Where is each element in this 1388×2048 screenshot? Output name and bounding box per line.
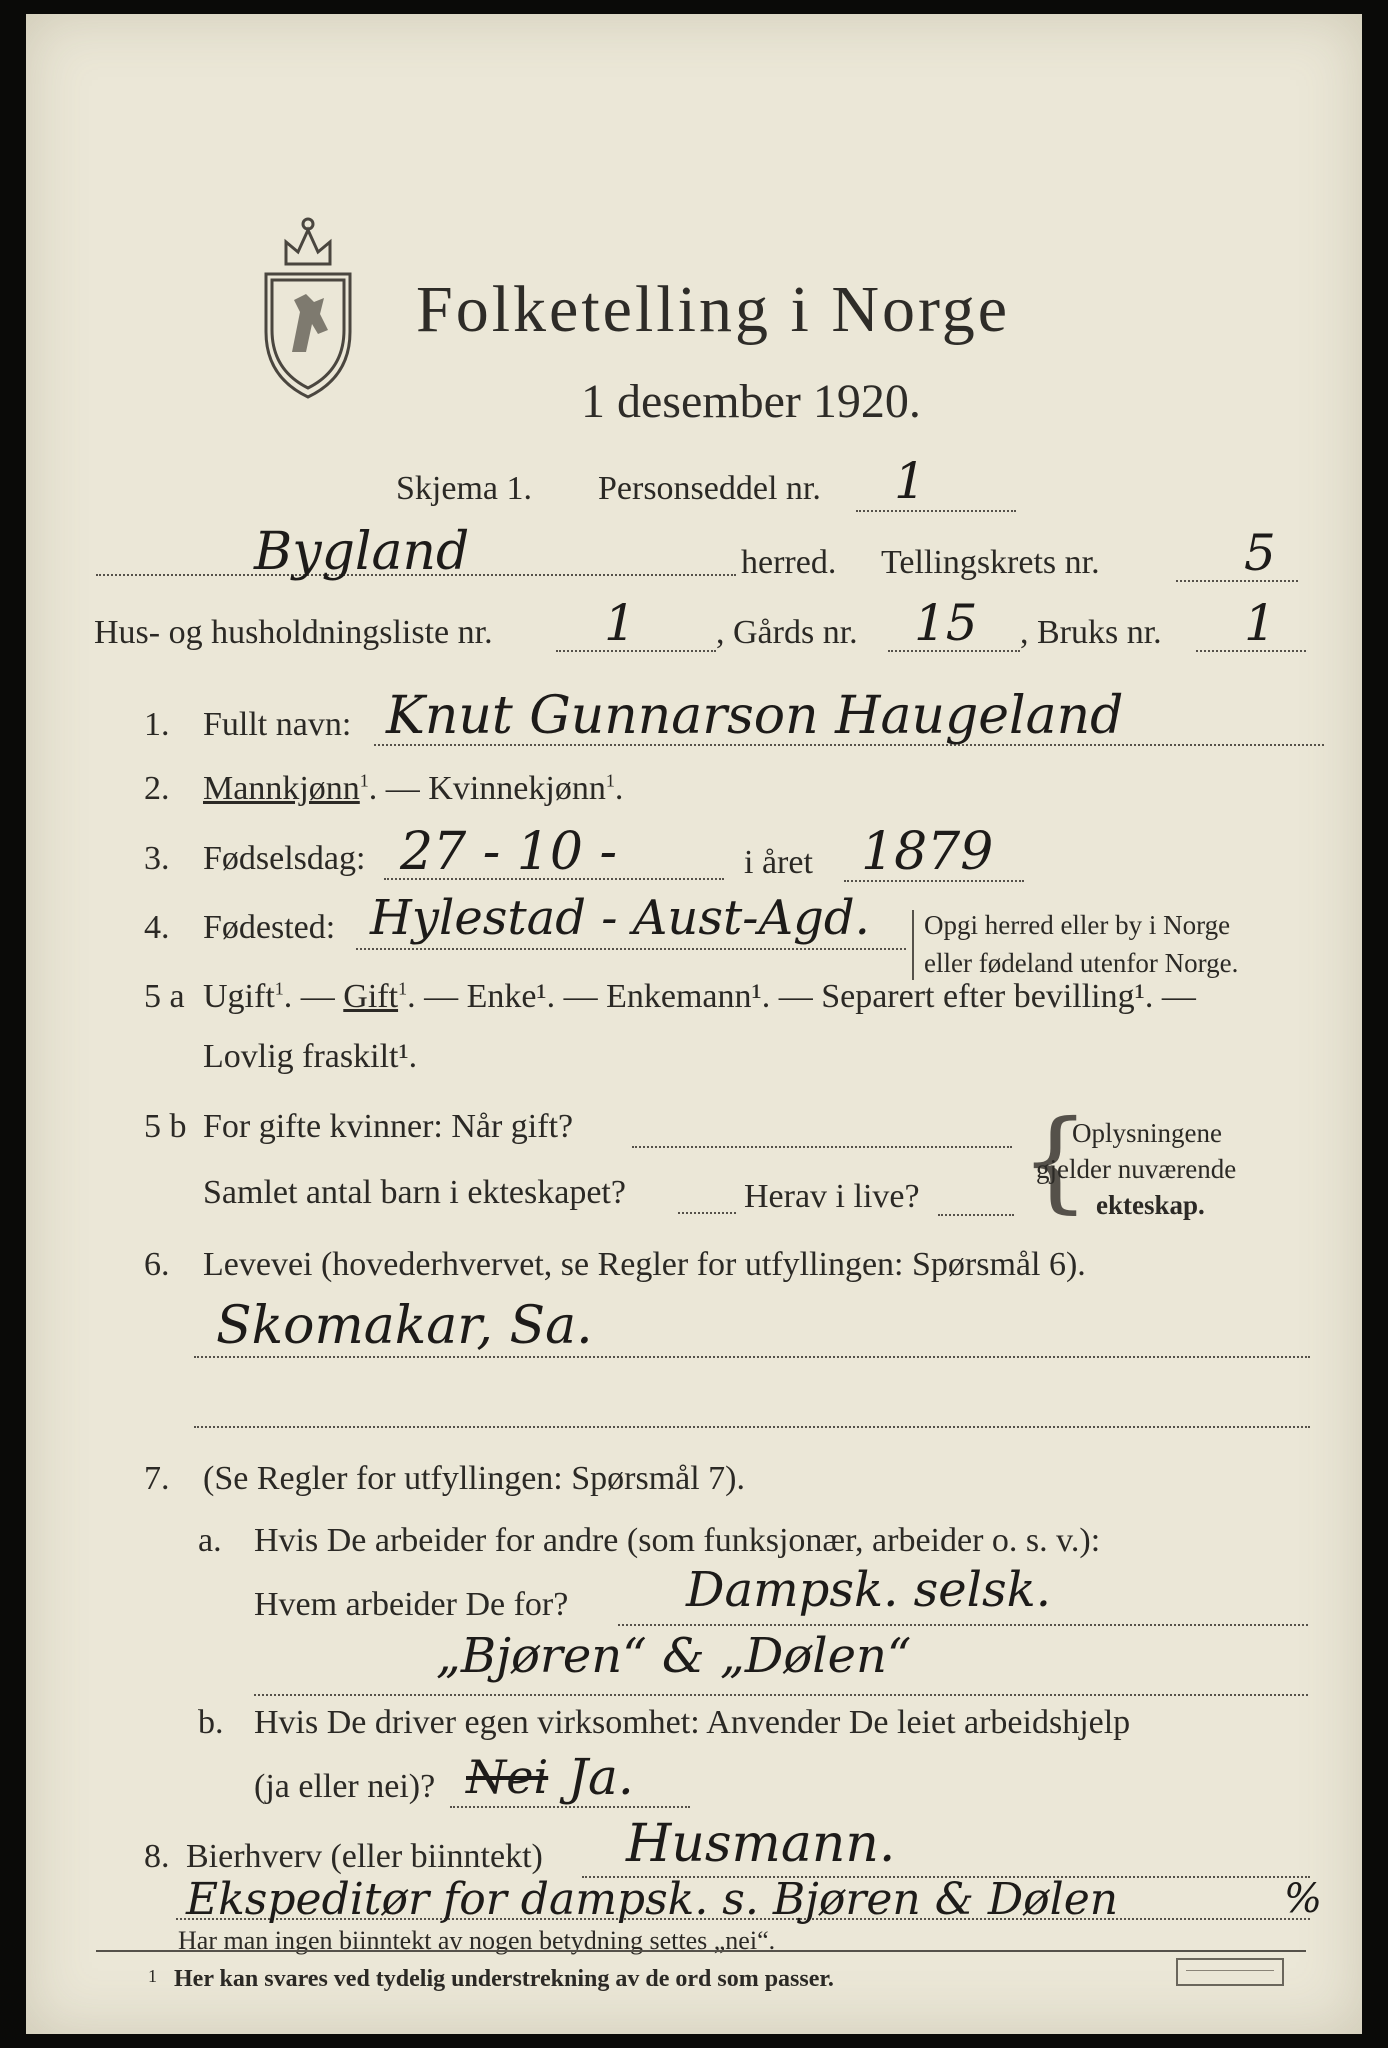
female-option[interactable]: Kvinnekjønn [428,770,606,807]
q3-label: Fødselsdag: [203,840,366,877]
footnote-rule [96,1950,1306,1952]
ugift-option[interactable]: Ugift [203,978,275,1015]
self-employed-answer[interactable]: Ja. [568,1748,634,1806]
q6-label: Levevei (hovederhvervet, se Regler for utfyllingen: Spørsmål 6). [203,1246,1086,1283]
q1-label: Fullt navn: [203,706,352,743]
tellingskrets-label: Tellingskrets nr. [881,544,1100,581]
personseddel-label: Personseddel nr. [598,470,821,507]
tellingskrets-line [1176,580,1298,582]
gards-label: , Gårds nr. [716,614,858,651]
male-option-underlined[interactable]: Mannkjønn [203,770,360,807]
husliste-label: Hus- og husholdningsliste nr. [94,614,493,651]
occupation-value[interactable]: Skomakar, Sa. [216,1296,593,1356]
side-income-value1[interactable]: Husmann. [626,1814,896,1874]
q5b-children-line [678,1212,736,1214]
q4-note-brace [912,910,914,980]
q7b-line [450,1806,690,1808]
q5b-herav-label: Herav i live? [744,1178,920,1215]
q5b-note3: ekteskap. [1096,1190,1205,1220]
personseddel-line [856,510,1016,512]
q7b-line1: Hvis De driver egen virksomhet: Anvender De leiet arbeidshjelp [254,1704,1131,1741]
q5a-options: Ugift$^1$. — Gift$^1$. — Enke¹. — Enkemann¹. — Separert efter bevilling¹. — [203,978,1196,1015]
q7a-line-employer1 [618,1624,1308,1626]
q5b-line1-dots [632,1146,1012,1148]
herred-label: herred. [741,544,837,581]
q6-line1 [194,1356,1310,1358]
struck-answer[interactable]: Nei [466,1750,549,1804]
form-title: Folketelling i Norge [416,273,1011,346]
q5b-brace: { [1020,1096,1090,1224]
skjema-label: Skjema 1. [396,470,532,507]
q4-number: 4. [144,909,170,946]
gift-option-underlined[interactable]: Gift [343,978,399,1015]
q2-separator: . — [368,770,429,807]
q3-year-label: i året [744,844,813,881]
bruks-label: , Bruks nr. [1020,614,1162,651]
q5a-number: 5 a [144,978,185,1015]
footnote-text: Her kan svares ved tydelig understrekning av de ord som passer. [174,1966,834,1992]
q5b-number: 5 b [144,1108,187,1145]
q6-number: 6. [144,1246,170,1283]
personseddel-value[interactable]: 1 [894,452,926,510]
q5a-line2: Lovlig fraskilt¹. [203,1038,418,1075]
husliste-value[interactable]: 1 [604,594,636,652]
q7a-line-employer2 [254,1694,1308,1696]
q5b-alive-line [938,1214,1014,1216]
q7b-line2: (ja eller nei)? [254,1768,436,1805]
census-date: 1 desember 1920. [581,375,921,428]
q7a-number: a. [198,1522,222,1559]
q7-label: (Se Regler for utfyllingen: Spørsmål 7). [203,1460,746,1497]
employer-value2[interactable]: „Bjøren“ & „Dølen“ [436,1628,912,1684]
q4-line [356,948,906,950]
side-income-value2-end[interactable]: % [1284,1876,1323,1922]
norway-coat-of-arms-icon [248,202,368,402]
q8-label: Bierhverv (eller biinntekt) [186,1838,543,1875]
q5b-note1: Oplysningene [1072,1118,1222,1148]
q2-number: 2. [144,770,170,807]
q7b-number: b. [198,1704,224,1741]
q4-label: Fødested: [203,909,336,946]
bruks-value[interactable]: 1 [1244,594,1276,652]
q5b-line1: For gifte kvinner: Når gift? [203,1108,574,1145]
birthplace-value[interactable]: Hylestad - Aust-Agd. [370,890,870,946]
q1-number: 1. [144,706,170,743]
tellingskrets-value[interactable]: 5 [1244,524,1276,582]
q5b-line2: Samlet antal barn i ekteskapet? [203,1174,626,1211]
employer-value1[interactable]: Dampsk. selsk. [686,1562,1051,1618]
herred-value[interactable]: Bygland [254,522,470,582]
q2-end: . [614,770,624,807]
q8-number: 8. [144,1838,170,1875]
q8-note: Har man ingen biinntekt av nogen betydning settes „nei“. [178,1926,776,1955]
q7-number: 7. [144,1460,170,1497]
birth-year-value[interactable]: 1879 [861,822,994,882]
q2-sup2: 1 [605,770,615,791]
footnote-mark: 1 [148,1966,157,1986]
q5b-note2: gjelder nuværende [1036,1154,1237,1184]
q7a-line1: Hvis De arbeider for andre (som funksjonær, arbeider o. s. v.): [254,1522,1101,1559]
census-form-page [26,14,1362,2034]
q4-note-line2: eller fødeland utenfor Norge. [924,948,1239,978]
q2-options [203,770,623,808]
side-income-value2[interactable]: Ekspeditør for dampsk. s. Bjøren & Dølen [186,1874,1119,1925]
full-name-value[interactable]: Knut Gunnarson Haugeland [386,686,1124,746]
q3-number: 3. [144,840,170,877]
gards-value[interactable]: 15 [914,594,978,652]
q4-note-line1: Opgi herred eller by i Norge [924,910,1231,940]
birthdate-value[interactable]: 27 - 10 - [400,822,618,882]
q7a-line2: Hvem arbeider De for? [254,1586,569,1623]
husliste-line [556,650,716,652]
q6-line2 [194,1426,1310,1428]
q5a-rest: . — Enke¹. — Enkemann¹. — Separert efter bevilling¹. — [407,978,1196,1015]
q2-sup1: 1 [359,770,369,791]
printer-stamp [1176,1958,1284,1986]
